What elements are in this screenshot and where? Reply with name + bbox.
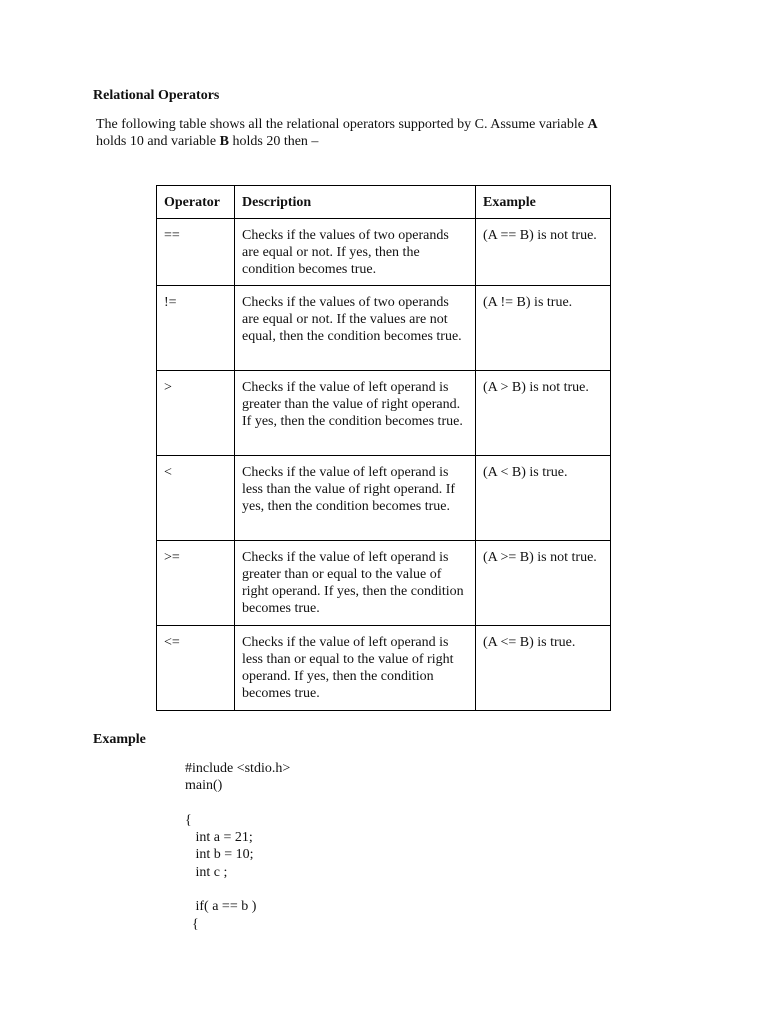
operator-cell: !=	[157, 286, 235, 371]
code-line: if( a == b )	[185, 899, 257, 915]
code-line: {	[185, 812, 192, 828]
code-line: #include <stdio.h>	[185, 761, 291, 776]
intro-variable-b: B	[219, 134, 229, 149]
table-row	[157, 286, 611, 371]
code-block	[185, 760, 290, 933]
operator-cell: <=	[157, 626, 235, 711]
code-line: int c ;	[185, 864, 228, 880]
table-row	[157, 626, 611, 711]
description-cell: Checks if the value of left operand is greater than or equal to the value of right operand. If yes, then the condition becomes true.	[235, 541, 476, 626]
header-description: Description	[235, 186, 476, 219]
intro-text-3: holds 20 then –	[228, 134, 319, 149]
header-example: Example	[476, 186, 611, 219]
intro-paragraph	[96, 116, 616, 150]
example-cell: (A < B) is true.	[476, 456, 611, 541]
operator-cell: ==	[157, 219, 235, 286]
code-line: {	[185, 916, 199, 932]
description-cell: Checks if the values of two operands are equal or not. If yes, then the condition becomes true.	[235, 219, 476, 286]
example-cell: (A == B) is not true.	[476, 219, 611, 286]
operator-cell: >=	[157, 541, 235, 626]
example-heading: Example	[93, 732, 146, 747]
description-cell: Checks if the value of left operand is greater than the value of right operand. If yes, then the condition becomes true.	[235, 371, 476, 456]
table-row	[157, 219, 611, 286]
example-cell: (A <= B) is true.	[476, 626, 611, 711]
code-line: int a = 21;	[185, 830, 253, 846]
intro-variable-a: A	[587, 117, 598, 132]
code-line: int b = 10;	[185, 847, 254, 863]
operator-cell: <	[157, 456, 235, 541]
table-row	[157, 456, 611, 541]
intro-text-1: The following table shows all the relational operators supported by C. Assume variable	[96, 117, 588, 132]
relational-operators-table	[156, 185, 611, 711]
description-cell: Checks if the values of two operands are equal or not. If the values are not equal, then the condition becomes true.	[235, 286, 476, 371]
table-header-row	[157, 186, 611, 219]
description-cell: Checks if the value of left operand is less than or equal to the value of right operand. If yes, then the condition becomes true.	[235, 626, 476, 711]
intro-text-2: holds 10 and variable	[96, 134, 220, 149]
table-row	[157, 371, 611, 456]
code-line	[185, 881, 290, 898]
example-cell: (A != B) is true.	[476, 286, 611, 371]
description-cell: Checks if the value of left operand is less than the value of right operand. If yes, then the condition becomes true.	[235, 456, 476, 541]
table-row	[157, 541, 611, 626]
example-cell: (A >= B) is not true.	[476, 541, 611, 626]
section-heading: Relational Operators	[93, 88, 220, 103]
header-operator: Operator	[157, 186, 235, 219]
example-cell: (A > B) is not true.	[476, 371, 611, 456]
code-line	[185, 795, 290, 812]
code-line: main()	[185, 778, 223, 794]
operator-cell: >	[157, 371, 235, 456]
